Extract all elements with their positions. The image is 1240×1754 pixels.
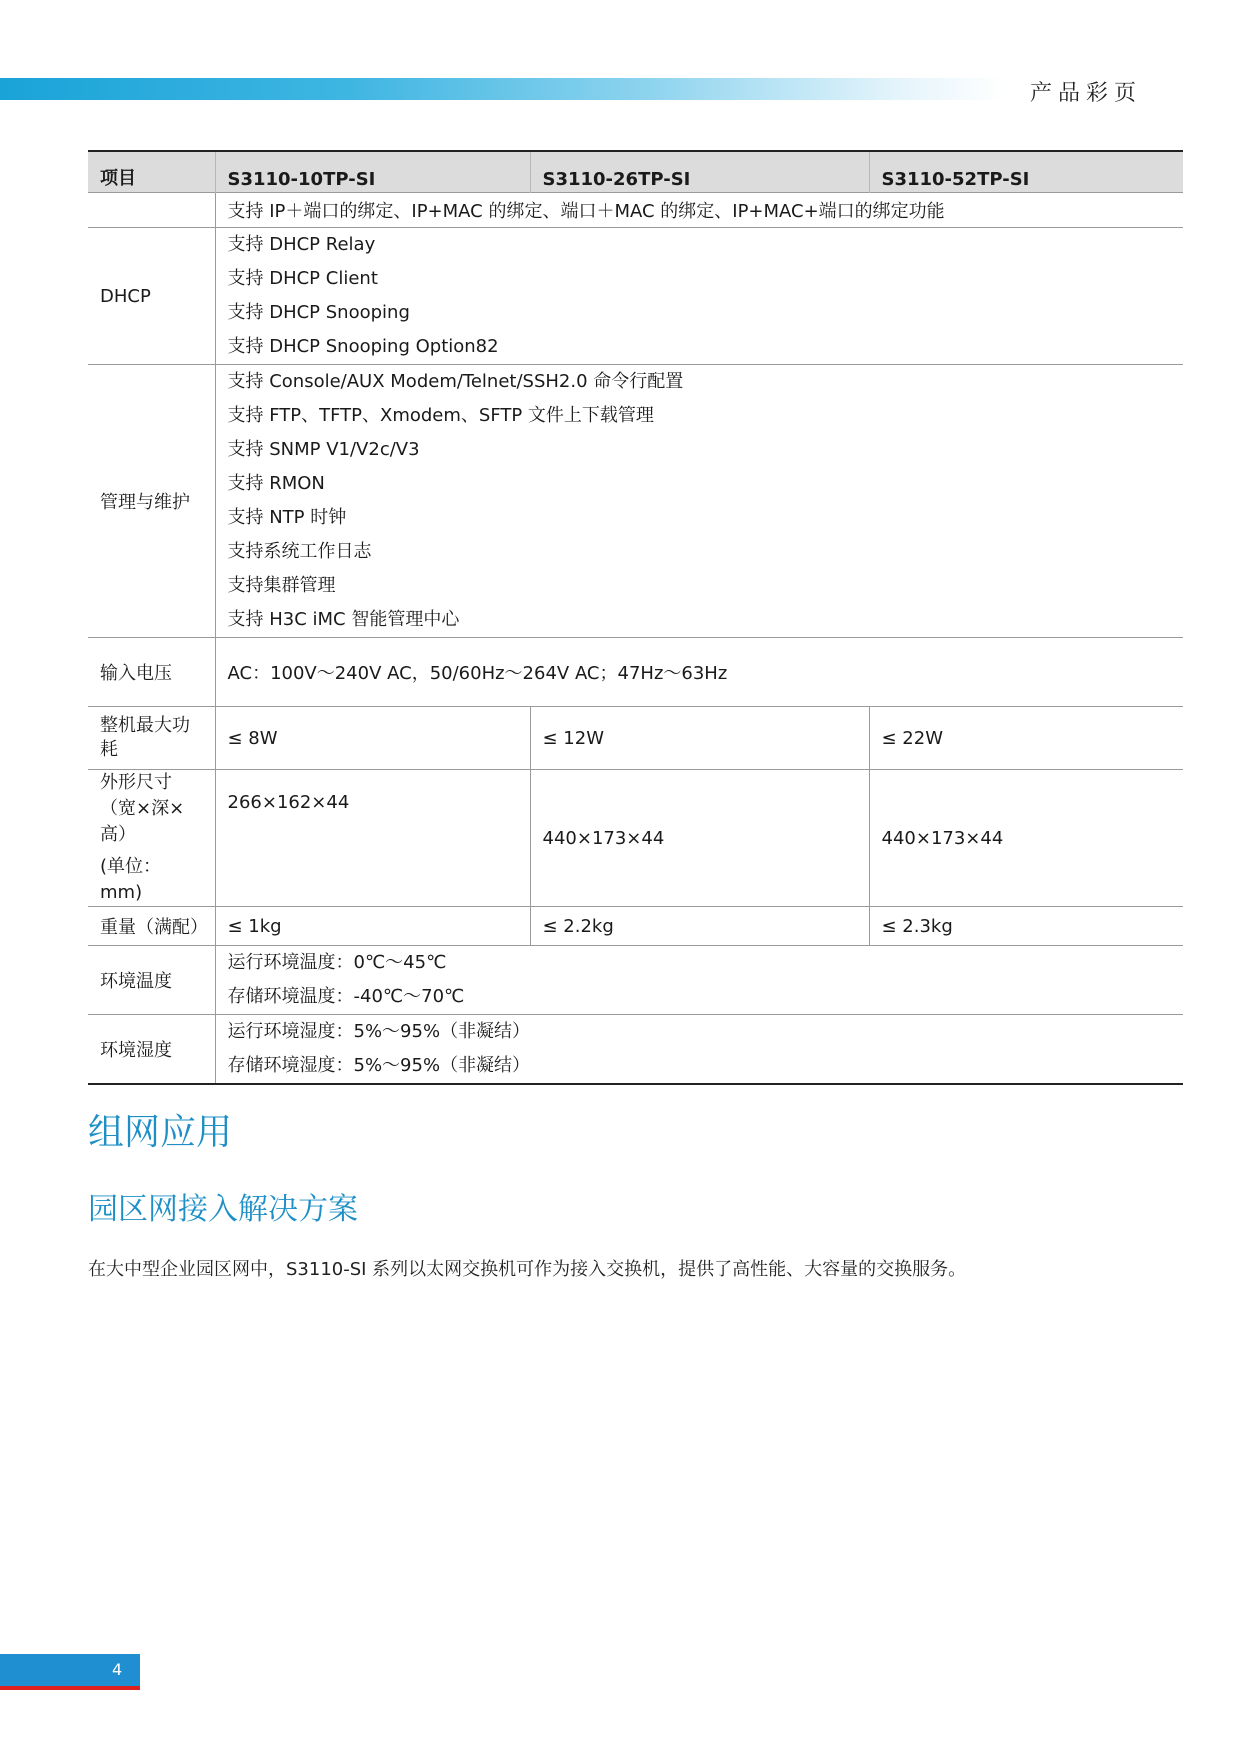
list-item: 支持集群管理: [227, 575, 336, 596]
row-label-dhcp: DHCP: [88, 228, 215, 365]
row-label-empty: [88, 193, 215, 228]
table-row: [88, 946, 1183, 1015]
power-52tp: ≤ 22W: [869, 707, 1183, 770]
size-label-line: (单位：mm): [100, 856, 162, 903]
dhcp-items: [215, 228, 1183, 365]
voltage-value: AC：100V～240V AC，50/60Hz～264V AC；47Hz～63Hz: [215, 638, 1183, 707]
spec-table: [88, 150, 1183, 1085]
row-label-humidity: 环境湿度: [88, 1015, 215, 1085]
row-label-temp: 环境温度: [88, 946, 215, 1015]
list-item: 运行环境温度：0℃～45℃: [227, 952, 447, 973]
table-row: [88, 1015, 1183, 1085]
list-item: 支持 FTP、TFTP、Xmodem、SFTP 文件上下载管理: [227, 405, 654, 426]
table-row: [88, 638, 1183, 707]
table-row: [88, 193, 1183, 228]
list-item: 支持 DHCP Relay: [227, 234, 376, 255]
size-52tp: 440×173×44: [869, 770, 1183, 907]
col-header-26tp: S3110-26TP-SI: [530, 151, 869, 193]
size-10tp: 266×162×44: [215, 770, 530, 907]
list-item: 支持 DHCP Snooping: [227, 302, 410, 323]
list-item: 支持 DHCP Client: [227, 268, 378, 289]
table-row: [88, 228, 1183, 365]
page-number: 4: [112, 1660, 123, 1679]
list-item: 支持 RMON: [227, 473, 325, 494]
size-26tp: 440×173×44: [530, 770, 869, 907]
weight-52tp: ≤ 2.3kg: [869, 907, 1183, 946]
power-10tp: ≤ 8W: [215, 707, 530, 770]
weight-10tp: ≤ 1kg: [215, 907, 530, 946]
list-item: 支持 H3C iMC 智能管理中心: [227, 609, 460, 630]
list-item: 支持 Console/AUX Modem/Telnet/SSH2.0 命令行配置: [227, 371, 684, 392]
weight-26tp: ≤ 2.2kg: [530, 907, 869, 946]
table-row: [88, 907, 1183, 946]
row-label-weight: 重量（满配）: [88, 907, 215, 946]
table-row: [88, 770, 1183, 907]
row-label-mgmt: 管理与维护: [88, 365, 215, 638]
col-header-item: 项目: [88, 151, 215, 193]
list-item: 支持系统工作日志: [227, 541, 372, 562]
col-header-52tp: S3110-52TP-SI: [869, 151, 1183, 193]
list-item: 支持 SNMP V1/V2c/V3: [227, 439, 420, 460]
table-row: [88, 707, 1183, 770]
temp-items: [215, 946, 1183, 1015]
mgmt-items: [215, 365, 1183, 638]
binding-row-value: 支持 IP＋端口的绑定、IP+MAC 的绑定、端口＋MAC 的绑定、IP+MAC+端口的绑定功能: [215, 193, 1183, 228]
humidity-items: [215, 1015, 1183, 1085]
power-26tp: ≤ 12W: [530, 707, 869, 770]
list-item: 支持 DHCP Snooping Option82: [227, 336, 499, 357]
size-label-line: 外形尺寸（宽×深×高）: [100, 772, 185, 845]
header-band: [0, 78, 1005, 100]
row-label-size: [88, 770, 215, 907]
list-item: 存储环境湿度：5%～95%（非凝结）: [227, 1055, 531, 1076]
list-item: 运行环境湿度：5%～95%（非凝结）: [227, 1021, 531, 1042]
row-label-voltage: 输入电压: [88, 638, 215, 707]
header-title: 产品彩页: [1030, 81, 1143, 106]
row-label-power: 整机最大功耗: [88, 707, 215, 770]
section-heading: 组网应用: [88, 1112, 233, 1153]
col-header-10tp: S3110-10TP-SI: [215, 151, 530, 193]
subsection-heading: 园区网接入解决方案: [88, 1192, 358, 1227]
table-row: [88, 365, 1183, 638]
list-item: 支持 NTP 时钟: [227, 507, 347, 528]
list-item: 存储环境温度：-40℃～70℃: [227, 986, 465, 1007]
section-paragraph: 在大中型企业园区网中，S3110-SI 系列以太网交换机可作为接入交换机，提供了高性能、大容量的交换服务。: [88, 1259, 967, 1280]
table-header-row: [88, 151, 1183, 193]
